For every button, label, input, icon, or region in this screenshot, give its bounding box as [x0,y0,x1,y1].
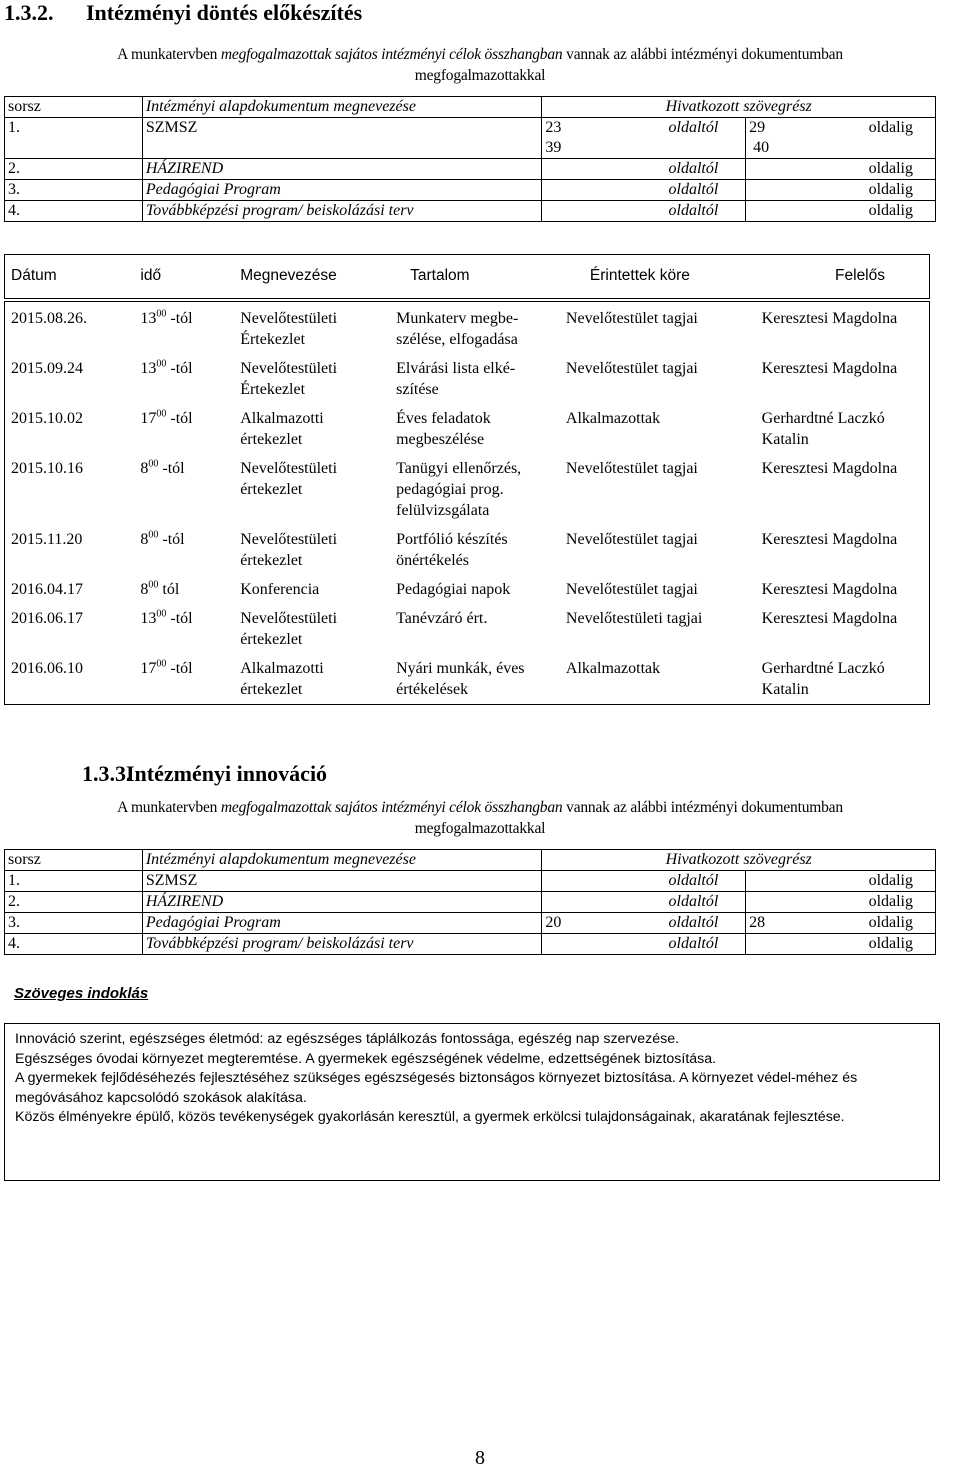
table-row [5,654,930,705]
column-header: Tartalom [390,255,560,301]
events-table [4,254,930,705]
table-row [5,300,930,354]
event-time: $13^{00}$ -tól [140,308,193,327]
section-heading-1 [4,0,362,26]
event-time: $8^{00}$ tól [140,579,180,598]
table-row [5,575,930,604]
event-name: Nevelőtestületi értekezlet [240,531,338,569]
table-row: 4. Továbbképzési program/ beiskolázási terv oldaltól oldalig [5,201,936,222]
table-row [5,404,930,454]
event-time: $13^{00}$ -tól [140,608,193,627]
event-time: $8^{00}$ -tól [140,529,185,548]
event-date: 2015.09.24 [5,354,135,404]
justification-paragraph: Egészséges óvodai környezet megteremtése. A gyermekek egészségének védelme, edzettségének biztosítása. [15,1050,717,1067]
table-row: 1. SZMSZ oldaltól oldalig [5,871,936,892]
event-responsible: Keresztesi Magdolna [756,525,930,575]
event-name: Nevelőtestületi értekezlet [240,610,338,648]
table-row: 2. HÁZIREND oldaltól oldalig [5,159,936,180]
intro-text-1: A munkatervben megfogalmazottak sajátos intézményi célok összhangban vannak az alábbi intézményi dokumentumban megfogalmazottakkal [117,46,843,84]
justification-paragraph: A gyermekek fejlődéséhezés fejlesztéséhez szükséges egészségesés biztonságos környezet biztosítása. A környezet védel-méhez és megóvásához kapcsolódó szokások alakítása. [15,1070,858,1106]
event-date: 2015.10.02 [5,404,135,454]
column-header: idő [134,255,234,301]
table-header-row: sorsz Intézményi alapdokumentum megnevezése Hivatkozott szövegrész [5,850,936,871]
event-affected: Nevelőtestület tagjai [565,460,698,477]
intro-text-2: A munkatervben megfogalmazottak sajátos intézményi célok összhangban vannak az alábbi intézményi dokumentumban megfogalmazottakkal [117,799,843,837]
section-number: 1.3.2. [4,0,54,25]
event-name: Konferencia [240,581,320,598]
event-affected: Alkalmazottak [560,654,756,705]
event-time: $8^{00}$ -tól [140,458,185,477]
event-responsible: Gerhardtné Laczkó Katalin [756,404,930,454]
event-affected: Alkalmazottak [565,410,661,427]
column-header: Megnevezése [234,255,390,301]
event-content: Tanügyi ellenőrzés, pedagógiai prog. felülvizsgálata [396,460,522,519]
event-date: 2016.06.10 [5,654,135,705]
table-row: 4. Továbbképzési program/ beiskolázási terv oldaltól oldalig [5,934,936,955]
section-heading-2 [82,761,327,787]
table-row: 3. Pedagógiai Program oldaltól oldalig [5,180,936,201]
event-time: $17^{00}$ -tól [140,408,193,427]
event-content: Nyári munkák, éves értékelések [390,654,560,705]
event-responsible: Keresztesi Magdolna [756,354,930,404]
table-row [5,354,930,404]
event-content: Éves feladatok megbeszélése [396,410,491,448]
table-row [5,525,930,575]
event-responsible: Keresztesi Magdolna [756,300,930,354]
event-affected: Nevelőtestület tagjai [565,531,698,548]
event-affected: Nevelőtestületi tagjai [565,610,703,627]
document-reference-table-2 [4,849,936,955]
event-date: 2016.06.17 [5,604,135,654]
event-name: Alkalmazotti értekezlet [234,654,390,705]
event-content: Munkaterv megbe-szélése, elfogadása [396,310,519,348]
event-affected: Nevelőtestület tagjai [565,360,698,377]
event-responsible: Gerhardtné Laczkó Katalin [756,654,930,705]
event-content: Portfólió készítés önértékelés [396,531,508,569]
table-header-row: sorsz Intézményi alapdokumentum megnevezése Hivatkozott szövegrész [5,97,936,118]
section-title: Intézményi innováció [126,761,328,786]
column-header: Dátum [5,255,135,301]
section-title: Intézményi döntés előkészítés [86,0,363,25]
event-responsible: Keresztesi Magdolna [756,604,930,654]
column-header: Érintettek köre [560,255,756,301]
column-header: Felelős [756,255,930,301]
event-date: 2016.04.17 [5,575,135,604]
event-affected: Nevelőtestület tagjai [565,310,698,327]
table-row: 3. Pedagógiai Program 20 oldaltól 28 oldalig [5,913,936,934]
table-row: 1. SZMSZ 23 39 oldaltól 29 40 oldalig [5,118,936,159]
table-row [5,604,930,654]
justification-text-box [4,1023,940,1181]
event-content: Tanévzáró ért. [396,610,488,627]
event-date: 2015.08.26. [5,300,135,354]
table-row: 2. HÁZIREND oldaltól oldalig [5,892,936,913]
event-responsible: Keresztesi Magdolna [756,575,930,604]
document-reference-table-1 [4,96,936,222]
event-content: Elvárási lista elké-szítése [396,360,516,398]
event-name: Alkalmazotti értekezlet [240,410,324,448]
justification-paragraph: Közös élményekre épülő, közös tevékenységek gyakorlásán keresztül, a gyermek erkölcsi tulajdonságainak, akaratának fejlesztése. [15,1109,845,1125]
event-responsible: Keresztesi Magdolna [756,454,930,525]
justification-paragraph: Innováció szerint, egészséges életmód: az egészséges táplálkozás fontossága, egészég nap szervezése. [15,1031,680,1047]
event-date: 2015.10.16 [5,454,135,525]
event-name: Nevelőtestületi Értekezlet [240,310,338,348]
section-number: 1.3.3. [82,761,132,786]
events-header-row [5,255,930,301]
event-time: $13^{00}$ -tól [140,358,193,377]
page-number: 8 [475,1447,485,1469]
event-name: Nevelőtestületi értekezlet [240,460,338,498]
event-time: $17^{00}$ -tól [134,654,234,705]
event-content: Pedagógiai napok [396,581,511,598]
event-name: Nevelőtestületi Értekezlet [240,360,338,398]
table-row [5,454,930,525]
event-date: 2015.11.20 [5,525,135,575]
event-affected: Nevelőtestület tagjai [565,581,698,598]
justification-title: Szöveges indoklás [14,985,149,1002]
